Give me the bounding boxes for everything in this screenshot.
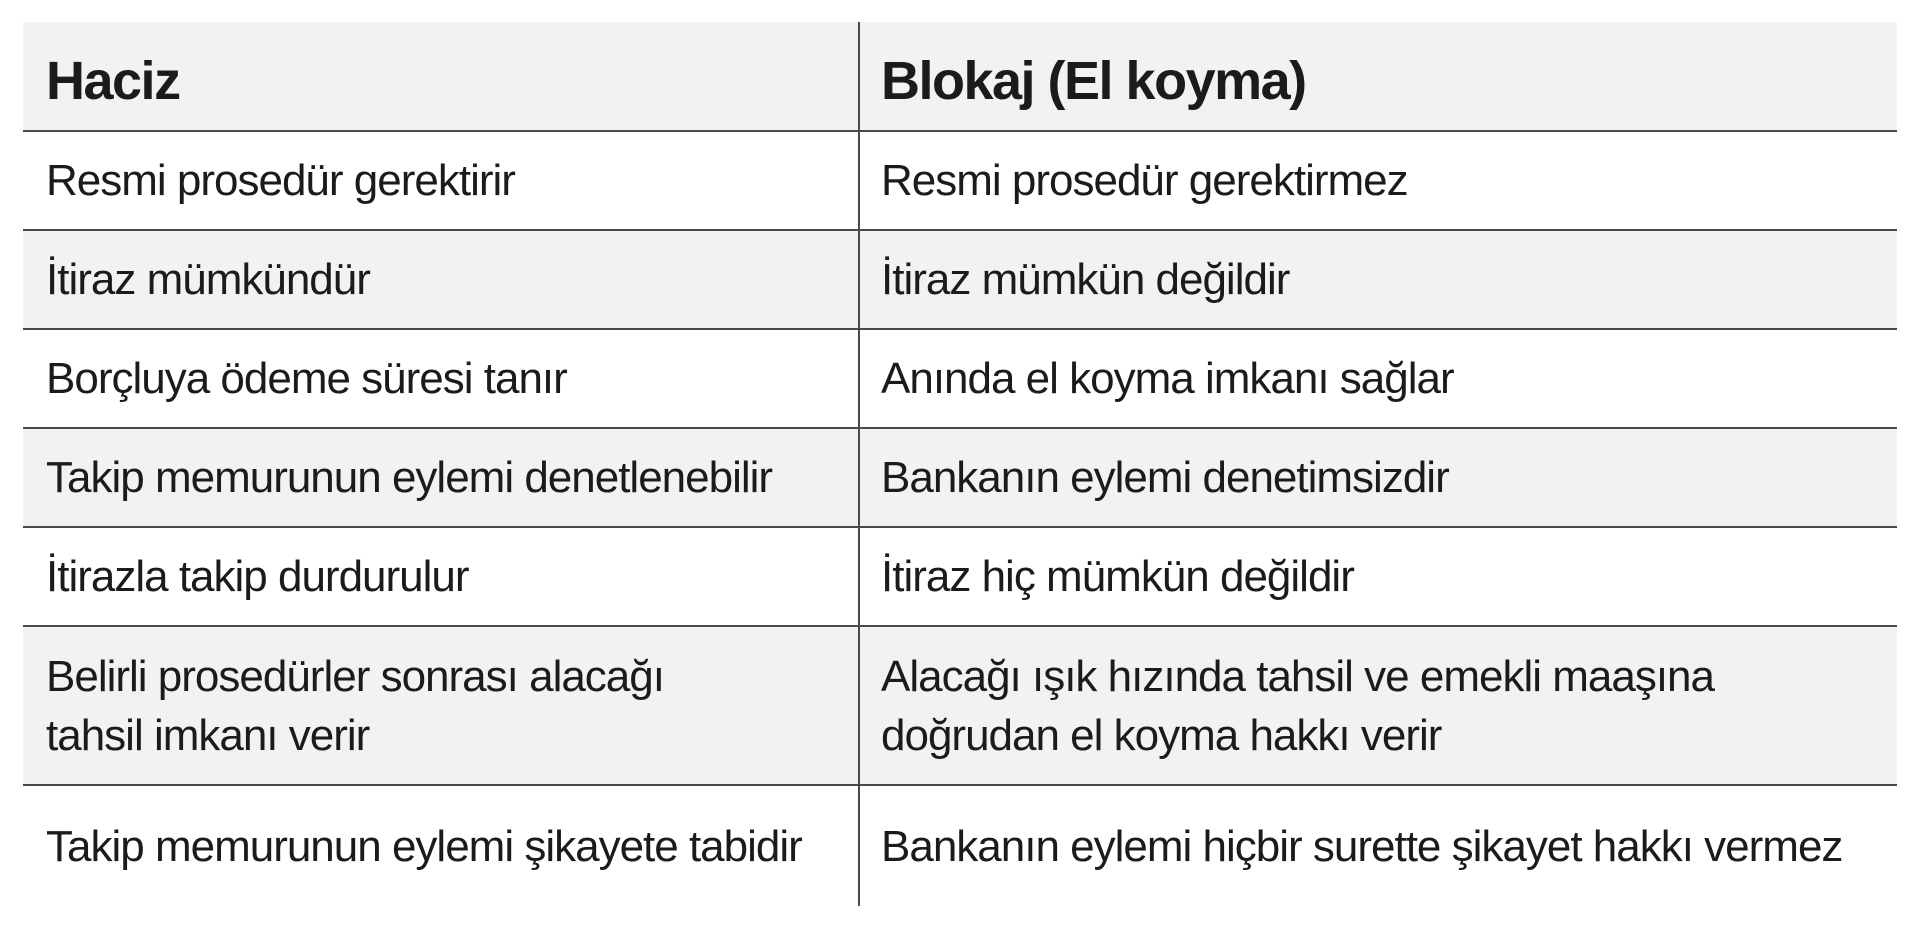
header-cell-haciz <box>23 22 860 132</box>
cell-text: İtirazla takip durdurulur <box>46 552 469 601</box>
cell-text-line: Belirli prosedürler sonrası alacağı <box>46 651 664 701</box>
cell-text: Takip memurunun eylemi denetlenebilir <box>46 453 773 502</box>
table-cell <box>860 132 1897 231</box>
header-text: Haciz <box>46 50 180 111</box>
cell-text: İtiraz hiç mümkün değildir <box>881 552 1354 601</box>
cell-text-line: tahsil imkanı verir <box>46 710 370 760</box>
header-text: Blokaj (El koyma) <box>881 50 1306 111</box>
table-cell <box>860 786 1897 906</box>
table-cell <box>23 330 860 429</box>
cell-text-line: Alacağı ışık hızında tahsil ve emekli maaşına <box>881 651 1714 701</box>
table-cell <box>23 429 860 528</box>
cell-text: Takip memurunun eylemi şikayete tabidir <box>46 821 802 871</box>
cell-text: Borçluya ödeme süresi tanır <box>46 354 567 403</box>
cell-text-line: doğrudan el koyma hakkı verir <box>881 710 1442 760</box>
table-cell <box>23 231 860 330</box>
table-cell <box>860 627 1897 786</box>
table-cell <box>860 429 1897 528</box>
cell-text: İtiraz mümkündür <box>46 255 370 304</box>
table-cell <box>860 231 1897 330</box>
comparison-table <box>23 22 1897 906</box>
cell-text: Bankanın eylemi hiçbir surette şikayet hakkı vermez <box>881 821 1843 871</box>
cell-text: İtiraz mümkün değildir <box>881 255 1290 304</box>
cell-text: Bankanın eylemi denetimsizdir <box>881 453 1449 502</box>
table-cell <box>23 132 860 231</box>
table-cell <box>860 528 1897 627</box>
table-cell <box>23 786 860 906</box>
table-cell <box>23 528 860 627</box>
table-cell <box>860 330 1897 429</box>
cell-text: Resmi prosedür gerektirmez <box>881 156 1408 205</box>
header-cell-blokaj <box>860 22 1897 132</box>
cell-text: Anında el koyma imkanı sağlar <box>881 354 1454 403</box>
cell-text: Resmi prosedür gerektirir <box>46 156 515 205</box>
table-cell <box>23 627 860 786</box>
